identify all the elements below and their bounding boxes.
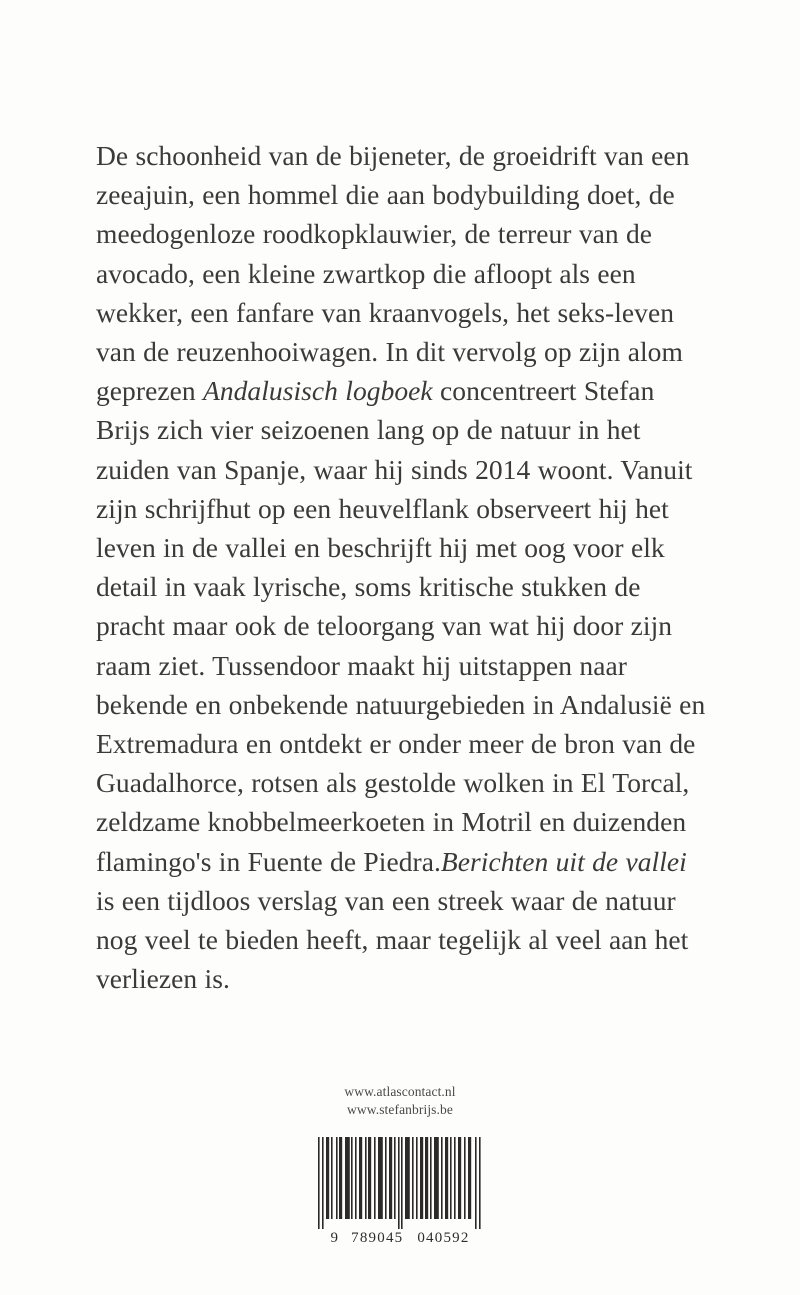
blurb-segment-body: concentreert Stefan Brijs zich vier seizoenen lang op de natuur in het zuiden van Spanje, waar hij sinds 2014 woont. Vanuit zijn schrijfhut op een heuvelflank observeert hij het leven in de vallei en beschrijft hij met oog voor elk detail in vaak lyrische, soms kritische stukken de pracht maar ook de teloorgang van wat hij door zijn raam ziet. Tussendoor maakt hij uitstappen naar bekende en onbekende natuurgebieden in Andalusië en Extremadura en ontdekt er onder meer de bron van de Guadalhorce, rotsen als gestolde wolken in El Torcal, zeldzame knobbelmeerkoeten in Motril en duizenden flamingo's in Fuente de Piedra. bbox=[96, 375, 706, 877]
footer bbox=[0, 1083, 800, 1118]
isbn-digit-group-2: 789045 bbox=[351, 1230, 404, 1246]
author-url[interactable]: www.stefanbrijs.be bbox=[347, 1101, 453, 1117]
barcode-bars bbox=[312, 1137, 488, 1229]
isbn-digits bbox=[312, 1230, 488, 1247]
blurb-segment-intro: De schoonheid van de bijeneter, de groeidrift van een zeeajuin, een hommel die aan bodybuilding doet, de meedogenloze roodkopklauwier, de terreur van de avocado, een kleine zwartkop die afloopt als een wekker, een fanfare van kraanvogels, het seks-leven van de reuzenhooiwagen. In dit vervolg op zijn alom geprezen bbox=[96, 140, 690, 407]
blurb-text bbox=[96, 136, 708, 998]
blurb-paragraph bbox=[96, 136, 708, 998]
isbn-digit-group-1: 9 bbox=[330, 1230, 340, 1246]
book-title-berichten-uit-de-vallei: Berichten uit de vallei bbox=[440, 845, 687, 877]
isbn-digit-group-3: 040592 bbox=[417, 1230, 470, 1246]
website-urls bbox=[0, 1083, 800, 1118]
publisher-url[interactable]: www.atlascontact.nl bbox=[344, 1084, 456, 1099]
referenced-book-title-andalusisch-logboek: Andalusisch logboek bbox=[202, 375, 433, 407]
blurb-segment-closing: is een tijdloos verslag van een streek waar de natuur nog veel te bieden heeft, maar tegelijk al veel aan het verliezen is. bbox=[96, 884, 689, 995]
isbn-barcode bbox=[312, 1137, 488, 1247]
